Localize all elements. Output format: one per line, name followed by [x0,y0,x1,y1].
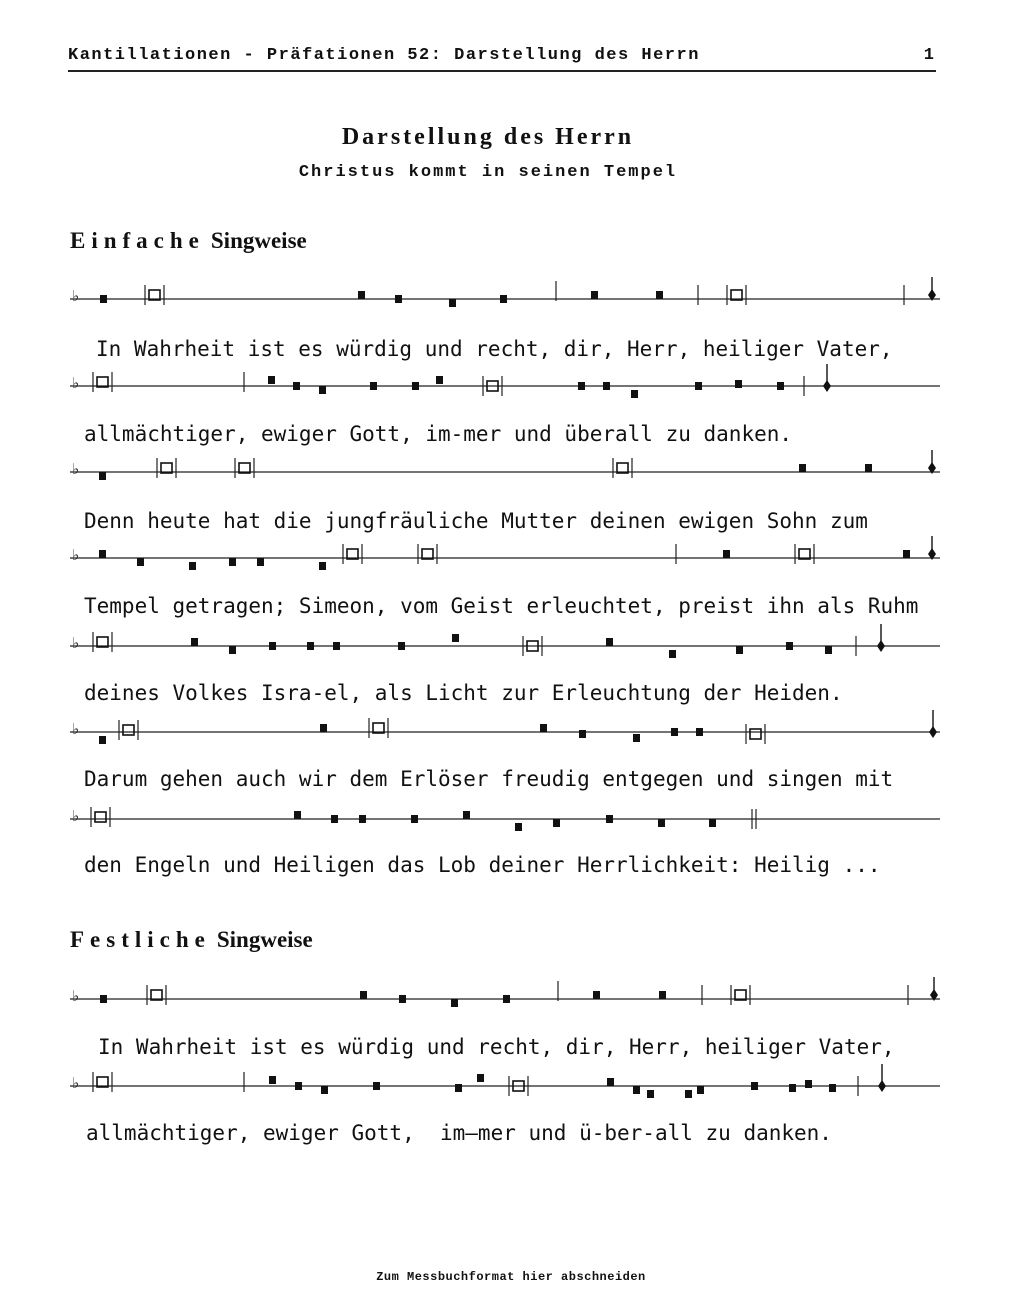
flat-sign: ♭ [72,374,80,392]
staff-drawing [66,1062,946,1112]
flat-sign: ♭ [72,546,80,564]
neume [294,811,301,819]
final-note [878,1064,886,1092]
final-note [930,977,938,1001]
neume [333,642,340,650]
neume [451,999,458,1007]
reciting-tone-box [613,458,632,478]
page-subtitle: Christus kommt in seinen Tempel [298,163,678,182]
neume [359,815,366,823]
neume [319,386,326,394]
neume [579,730,586,738]
reciting-tone-box [93,372,112,392]
neume [229,646,236,654]
neume [229,558,236,566]
neume [671,728,678,736]
neume [735,380,742,388]
lyric-line: den Engeln und Heiligen das Lob deiner Herrlichkeit: Heilig ... [84,853,881,877]
reciting-tone-box [418,544,437,564]
reciting-tone-box [147,985,166,1005]
neume [515,823,522,831]
reciting-tone-box [91,807,110,827]
neume [100,995,107,1003]
flat-sign: ♭ [72,287,80,305]
neume [633,1086,640,1094]
chant-staff [66,448,946,498]
section-heading-rest: Singweise [216,927,313,952]
reciting-tone-box [235,458,254,478]
neume [606,638,613,646]
final-note [928,536,936,560]
flat-sign: ♭ [72,460,80,478]
neume [100,295,107,303]
neume [607,1078,614,1086]
staff-drawing [66,275,946,325]
flat-sign: ♭ [72,807,80,825]
neume [659,991,666,999]
staff-drawing [66,534,946,584]
reciting-tone-box [731,985,750,1005]
neume [789,1084,796,1092]
chant-staff [66,975,946,1025]
page-title: Darstellung des Herrn [341,124,635,150]
neume [436,376,443,384]
neume [540,724,547,732]
neume [578,382,585,390]
neume [669,650,676,658]
chant-staff [66,275,946,325]
lyric-line: In Wahrheit ist es würdig und recht, dir, Herr, heiliger Vater, [96,337,893,361]
neume [411,815,418,823]
neume [449,299,456,307]
neume [553,819,560,827]
neume [593,991,600,999]
staff-drawing [66,448,946,498]
neume [99,736,106,744]
neume [633,734,640,742]
final-note [928,277,936,301]
staff-drawing [66,795,946,845]
neume [370,382,377,390]
running-header [68,44,936,72]
neume [268,376,275,384]
lyric-line: allmächtiger, ewiger Gott, im—mer und ü-ber-all zu danken. [86,1121,832,1145]
neume [321,1086,328,1094]
cut-line-note: Zum Messbuchformat hier abschneiden [376,1270,646,1284]
lyric-line: Darum gehen auch wir dem Erlöser freudig entgegen und singen mit [84,767,894,791]
neume [685,1090,692,1098]
neume [137,558,144,566]
neume [398,642,405,650]
neume [695,382,702,390]
neume [723,550,730,558]
staff-drawing [66,975,946,1025]
staff-drawing [66,622,946,672]
chant-staff [66,708,946,758]
lyric-line: allmächtiger, ewiger Gott, im-mer und überall zu danken. [84,422,793,446]
neume [360,991,367,999]
chant-staff [66,622,946,672]
neume [736,646,743,654]
neume [697,1086,704,1094]
neume [373,1082,380,1090]
page-number: 1 [923,46,934,65]
neume [269,1076,276,1084]
neume [805,1080,812,1088]
neume [603,382,610,390]
neume [647,1090,654,1098]
section-heading-rest: Singweise [210,228,307,253]
neume [777,382,784,390]
neume [99,472,106,480]
reciting-tone-box [343,544,362,564]
neume [395,295,402,303]
neume [463,811,470,819]
chant-staff [66,362,946,412]
neume [331,815,338,823]
neume [320,724,327,732]
neume [399,995,406,1003]
lyric-line: Tempel getragen; Simeon, vom Geist erleuchtet, preist ihn als Ruhm [84,594,919,618]
final-note [823,364,831,392]
section-heading-einfache [70,228,307,254]
neume [99,550,106,558]
reciting-tone-box [93,1072,112,1092]
neume [656,291,663,299]
neume [358,291,365,299]
neume [606,815,613,823]
neume [189,562,196,570]
staff-drawing [66,708,946,758]
reciting-tone-box [93,632,112,652]
neume [269,642,276,650]
neume [829,1084,836,1092]
neume [191,638,198,646]
staff-drawing [66,362,946,412]
reciting-tone-box [746,724,765,744]
neume [903,550,910,558]
neume [477,1074,484,1082]
neume [503,995,510,1003]
section-heading-spaced: Festliche [70,927,211,952]
neume [319,562,326,570]
flat-sign: ♭ [72,1074,80,1092]
neume [500,295,507,303]
lyric-line: Denn heute hat die jungfräuliche Mutter deinen ewigen Sohn zum [84,509,868,533]
neume [412,382,419,390]
flat-sign: ♭ [72,720,80,738]
section-heading-spaced: Einfache [70,228,205,253]
neume [257,558,264,566]
neume [658,819,665,827]
reciting-tone-box [119,720,138,740]
neume [751,1082,758,1090]
neume [293,382,300,390]
neume [455,1084,462,1092]
reciting-tone-box [157,458,176,478]
neume [825,646,832,654]
reciting-tone-box [369,718,388,738]
flat-sign: ♭ [72,634,80,652]
neume [696,728,703,736]
chant-staff [66,534,946,584]
chant-staff [66,795,946,845]
neume [709,819,716,827]
neume [452,634,459,642]
neume [631,390,638,398]
flat-sign: ♭ [72,987,80,1005]
reciting-tone-box [795,544,814,564]
neume [786,642,793,650]
chant-staff [66,1062,946,1112]
reciting-tone-box [145,285,164,305]
final-note [877,624,885,652]
reciting-tone-box [727,285,746,305]
lyric-line: In Wahrheit ist es würdig und recht, dir, Herr, heiliger Vater, [98,1035,895,1059]
final-note [929,710,937,738]
neume [295,1082,302,1090]
header-title: Kantillationen - Präfationen 52: Darstellung des Herrn [68,46,700,65]
neume [307,642,314,650]
neume [591,291,598,299]
neume [865,464,872,472]
section-heading-festliche [70,927,313,953]
final-note [928,450,936,474]
lyric-line: deines Volkes Isra-el, als Licht zur Erleuchtung der Heiden. [84,681,843,705]
neume [799,464,806,472]
